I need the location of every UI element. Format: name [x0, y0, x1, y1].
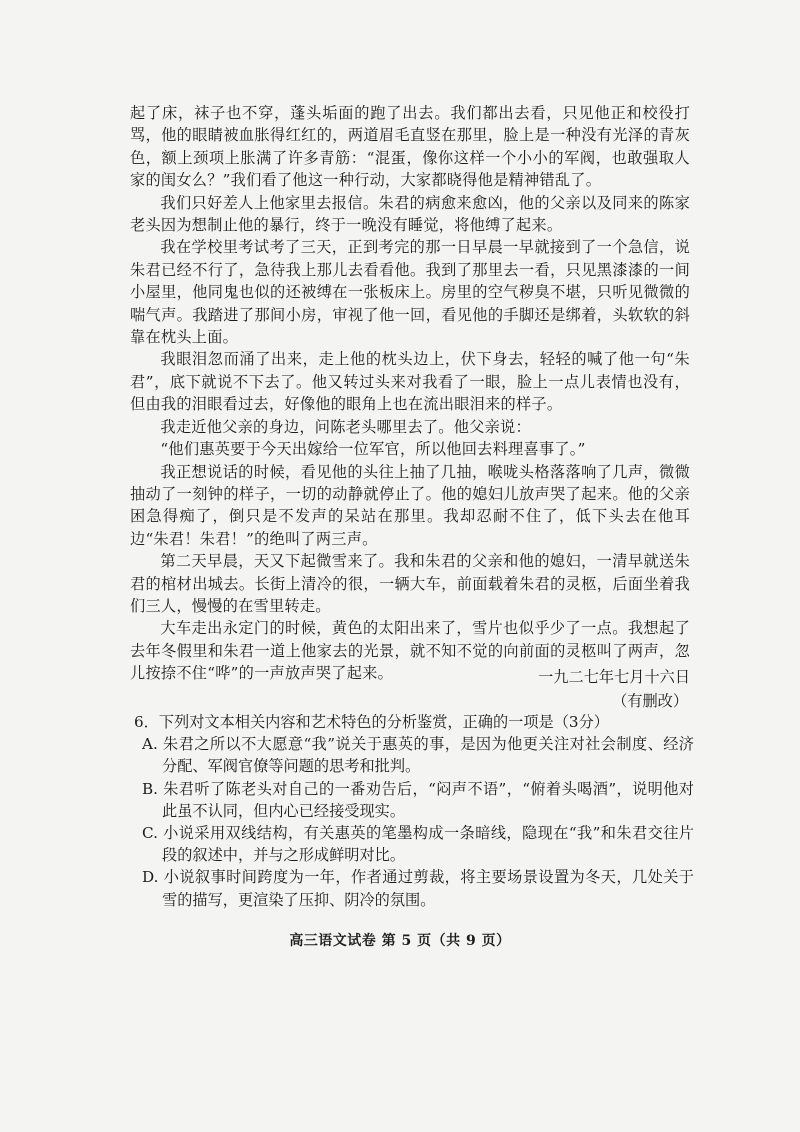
paragraph: “他们惠英要于今天出嫁给一位军官，所以他回去料理喜事了。” [160, 440, 586, 459]
edit-note: （有删改） [612, 692, 688, 710]
paragraph: 我眼泪忽而涌了出来，走上他的枕头边上，伏下身去，轻轻的喊了他一句“朱君”，底下就说不下去了。他又转过头来对我看了一眼，脸上一点儿表情也没有，但由我的泪眼看过去，好像他的眼角上也在流出眼泪来的样子。 [130, 350, 690, 414]
question-6 [134, 711, 694, 911]
option-d: D. 小说叙事时间跨度为一年，作者通过剪裁，将主要场景设置为冬天，几处关于雪的描写，更渲染了压抑、阴冷的氛围。 [142, 868, 694, 909]
paragraph: 我在学校里考试考了三天，正到考完的那一日早晨一早就接到了一个急信，说朱君已经不行了，急待我上那儿去看看他。我到了那里去一看，只见黑漆漆的一间小屋里，他同鬼也似的还被缚在一张板床上。房里的空气秽臭不堪，只听见微微的喘气声。我踏进了那间小房，审视了他一回，看见他的手脚还是绑着，头软软的斜靠在枕头上面。 [130, 238, 690, 347]
page-footer: 高三语文试卷 第 5 页（共 9 页） [289, 933, 511, 949]
story-text [130, 102, 690, 685]
option-c: C. 小说采用双线结构，有关惠英的笔墨构成一条暗线，隐现在“我”和朱君交往片段的叙述中，并与之形成鲜明对比。 [142, 824, 694, 865]
option-a: A. 朱君之所以不大愿意“我”说关于惠英的事，是因为他更关注对社会制度、经济分配、军阀官僚等问题的思考和批判。 [142, 735, 694, 776]
paragraph: 大车走出永定门的时候，黄色的太阳出来了，雪片也似乎少了一点。我想起了去年冬假里和朱君一道上他家去的光景，就不知不觉的向前面的灵柩叫了两声，忽儿按捺不住“哗”的一声放声哭了起来。 [130, 619, 690, 683]
question-stem: 6．下列对文本相关内容和艺术特色的分析鉴赏，正确的一项是（3分） [134, 713, 609, 731]
paragraph: 我走近他父亲的身边，问陈老头哪里去了。他父亲说： [160, 417, 531, 436]
option-b: B. 朱君听了陈老头对自己的一番劝告后，“闷声不语”，“俯着头喝酒”，说明他对此虽不认同，但内心已经接受现实。 [142, 779, 694, 820]
paragraph: 我正想说话的时候，看见他的头往上抽了几抽，喉咙头格落落响了几声，微微抽动了一刻钟的样子，一切的动静就停止了。他的媳妇儿放声哭了起来。他的父亲困急得痴了，倒只是不发声的呆站在那里。我却忍耐不住了，低下头去在他耳边“朱君！朱君！”的绝叫了两三声。 [130, 462, 690, 548]
paragraph: 第二天早晨，天又下起微雪来了。我和朱君的父亲和他的媳妇，一清早就送朱君的棺材出城去。长街上清冷的很，一辆大车，前面载着朱君的灵柩，后面坐着我们三人，慢慢的在雪里转走。 [130, 552, 690, 615]
story-date: 一九二七年七月十六日 [538, 668, 690, 686]
paragraph: 我们只好差人上他家里去报信。朱君的病愈来愈凶，他的父亲以及同来的陈家老头因为想制止他的暴行，终于一晚没有睡觉，将他缚了起来。 [130, 193, 690, 235]
paragraph: 起了床，袜子也不穿，蓬头垢面的跑了出去。我们都出去看，只见他正和校役打骂，他的眼睛被血胀得红红的，两道眉毛直竖在那里，脸上是一种没有光泽的青灰色，额上颈项上胀满了许多青筋：“混蛋，像你这样一个小小的军阀，也敢强取人家的闺女么？”我们看了他这一种行动，大家都晓得他是精神错乱了。 [130, 104, 690, 190]
